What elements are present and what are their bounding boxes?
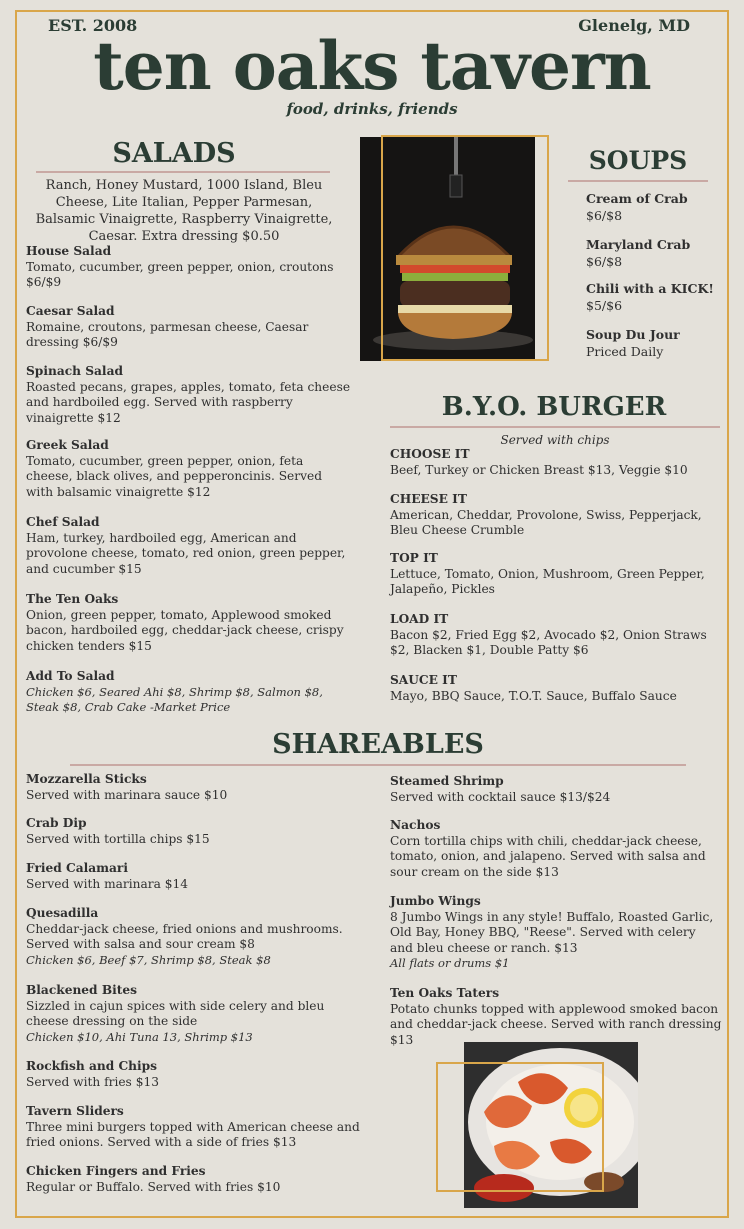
salad-item-name: The Ten Oaks <box>26 592 119 606</box>
shareable-item-desc: Served with marinara sauce $10 <box>26 787 228 802</box>
shareable-item-desc: Served with marinara $14 <box>26 876 189 891</box>
soup-item-name: Chili with a KICK! <box>586 281 714 296</box>
shareable-item-name: Steamed Shrimp <box>390 774 504 788</box>
burger-step-desc: Lettuce, Tomato, Onion, Mushroom, Green Pepper, Jalapeño, Pickles <box>390 566 705 596</box>
shareable-item <box>390 774 722 805</box>
shareable-item-desc: Cheddar-jack cheese, fried onions and mushrooms. Served with salsa and sour cream $8 <box>26 921 343 951</box>
salads-rule <box>36 171 330 173</box>
burger-step-name: CHOOSE IT <box>390 447 470 461</box>
burger-step <box>390 673 720 704</box>
burger-heading: B.Y.O. BURGER <box>441 392 667 422</box>
shareable-item-name: Nachos <box>390 818 441 832</box>
salad-item <box>26 304 336 351</box>
burger-step-name: LOAD IT <box>390 612 449 626</box>
shareable-item-name: Crab Dip <box>26 816 87 830</box>
salads-heading: SALADS <box>112 138 236 169</box>
shareable-item-desc: Potato chunks topped with applewood smoked bacon and cheddar-jack cheese. Served with ranch dressing $13 <box>390 1001 722 1047</box>
burger-step-name: TOP IT <box>390 551 438 565</box>
burger-step-desc: Mayo, BBQ Sauce, T.O.T. Sauce, Buffalo Sauce <box>390 688 677 703</box>
burger-step <box>390 492 720 539</box>
salad-item-desc: Roasted pecans, grapes, apples, tomato, feta cheese and hardboiled egg. Served with raspberry vinaigrette $12 <box>26 379 351 425</box>
soups-rule <box>568 180 708 182</box>
burger-step-desc: Beef, Turkey or Chicken Breast $13, Veggie $10 <box>390 462 688 477</box>
soup-item-name: Cream of Crab <box>586 191 688 206</box>
soup-item <box>586 281 726 314</box>
dressing-list <box>28 177 340 245</box>
salad-item-addons: Chicken $6, Seared Ahi $8, Shrimp $8, Salmon $8, Steak $8, Crab Cake -Market Price <box>26 684 323 714</box>
location: Glenelg, MD <box>578 16 690 35</box>
burger-step-desc: American, Cheddar, Provolone, Swiss, Pepperjack, Bleu Cheese Crumble <box>390 507 702 537</box>
shareable-item <box>26 772 366 803</box>
shareable-item-name: Mozzarella Sticks <box>26 772 147 786</box>
shareable-item-addons: Chicken $10, Ahi Tuna 13, Shrimp $13 <box>26 1029 253 1044</box>
shareable-item-desc: Served with tortilla chips $15 <box>26 831 210 846</box>
shareable-item <box>26 816 366 847</box>
shareable-item-addons: Chicken $6, Beef $7, Shrimp $8, Steak $8 <box>26 952 271 967</box>
shareable-item <box>26 1164 366 1195</box>
shareable-item-desc: Sizzled in cajun spices with side celery and bleu cheese dressing on the side <box>26 998 325 1028</box>
shareable-item <box>26 861 366 892</box>
shareable-item-name: Fried Calamari <box>26 861 128 875</box>
shareable-item-desc: Regular or Buffalo. Served with fries $10 <box>26 1179 281 1194</box>
shareable-item <box>26 1059 366 1090</box>
shareable-item <box>26 1104 366 1151</box>
burger-step <box>390 551 720 598</box>
shareable-item-desc: 8 Jumbo Wings in any style! Buffalo, Roasted Garlic, Old Bay, Honey BBQ, "Reese". Served with celery and bleu cheese or ranch. $13 <box>390 909 714 955</box>
shareable-item <box>26 983 366 1045</box>
shareable-item-addons: All flats or drums $1 <box>390 956 510 970</box>
dressing-options: Ranch, Honey Mustard, 1000 Island, Bleu Cheese, Lite Italian, Pepper Parmesan, Balsamic Vinaigrette, Raspberry Vinaigrette, Caesar. <box>35 178 333 244</box>
soup-item <box>586 191 726 224</box>
soup-item-price: $5/$6 <box>586 297 623 313</box>
shareables-rule <box>70 764 686 766</box>
salad-item-desc: Onion, green pepper, tomato, Applewood smoked bacon, hardboiled egg, cheddar-jack cheese, crispy chicken tenders $15 <box>26 607 344 653</box>
soup-item-price: Priced Daily <box>586 343 664 359</box>
shareable-item-desc: Served with fries $13 <box>26 1074 159 1089</box>
shareable-item <box>390 894 722 972</box>
burger-step <box>390 447 720 478</box>
soups-heading: SOUPS <box>588 146 688 175</box>
shareable-item-name: Rockfish and Chips <box>26 1059 158 1073</box>
shareable-item-desc: Three mini burgers topped with American cheese and fried onions. Served with a side of fries $13 <box>26 1119 360 1149</box>
salad-item-name: Spinach Salad <box>26 364 123 378</box>
shareable-item <box>26 906 366 968</box>
shareable-item <box>390 986 722 1048</box>
established-year: EST. 2008 <box>48 16 138 35</box>
extra-dressing: Extra dressing $0.50 <box>141 229 280 244</box>
salad-item <box>26 244 346 291</box>
salad-item-desc: Tomato, cucumber, green pepper, onion, croutons $6/$9 <box>26 259 334 289</box>
burger-served-note: Served with chips <box>500 433 610 447</box>
salad-item <box>26 438 344 500</box>
tagline: food, drinks, friends <box>286 100 458 118</box>
soup-item-price: $6/$8 <box>586 253 623 269</box>
salad-item-desc: Romaine, croutons, parmesan cheese, Caesar dressing $6/$9 <box>26 319 309 349</box>
salad-item <box>26 364 356 426</box>
salad-item-name: Chef Salad <box>26 515 100 529</box>
soup-item <box>586 327 726 360</box>
burger-step <box>390 612 720 659</box>
shrimp-photo-frame <box>436 1062 604 1192</box>
burger-rule <box>390 426 720 428</box>
salad-item <box>26 669 356 716</box>
shareable-item-name: Jumbo Wings <box>390 894 481 908</box>
shareable-item-name: Ten Oaks Taters <box>390 986 500 1000</box>
shareable-item-name: Blackened Bites <box>26 983 138 997</box>
shareable-item <box>390 818 722 880</box>
soup-item-name: Maryland Crab <box>586 237 691 252</box>
salad-item-desc: Ham, turkey, hardboiled egg, American and provolone cheese, tomato, red onion, green pepper, and cucumber $15 <box>26 530 346 576</box>
salad-item-desc: Tomato, cucumber, green pepper, onion, feta cheese, black olives, and pepperoncinis. Served with balsamic vinaigrette $12 <box>26 453 322 499</box>
soup-item <box>586 237 726 270</box>
soup-item-price: $6/$8 <box>586 207 623 223</box>
salad-item <box>26 515 348 577</box>
shareables-heading: SHAREABLES <box>272 729 484 760</box>
burger-step-name: CHEESE IT <box>390 492 467 506</box>
salad-item <box>26 592 360 654</box>
shareable-item-name: Tavern Sliders <box>26 1104 124 1118</box>
shareable-item-desc: Corn tortilla chips with chili, cheddar-jack cheese, tomato, onion, and jalapeno. Served with salsa and sour cream on the side $13 <box>390 833 706 879</box>
salad-item-name: Caesar Salad <box>26 304 115 318</box>
salad-item-name: Greek Salad <box>26 438 109 452</box>
shareable-item-name: Chicken Fingers and Fries <box>26 1164 206 1178</box>
salad-item-name: House Salad <box>26 244 112 258</box>
restaurant-title: ten oaks tavern <box>93 27 651 105</box>
shareable-item-name: Quesadilla <box>26 906 99 920</box>
burger-step-desc: Bacon $2, Fried Egg $2, Avocado $2, Onion Straws $2, Blacken $1, Double Patty $6 <box>390 627 707 657</box>
burger-step-name: SAUCE IT <box>390 673 457 687</box>
shareable-item-desc: Served with cocktail sauce $13/$24 <box>390 789 611 804</box>
soup-item-name: Soup Du Jour <box>586 327 680 342</box>
salad-item-name: Add To Salad <box>26 669 115 683</box>
burger-photo-frame <box>381 135 549 361</box>
